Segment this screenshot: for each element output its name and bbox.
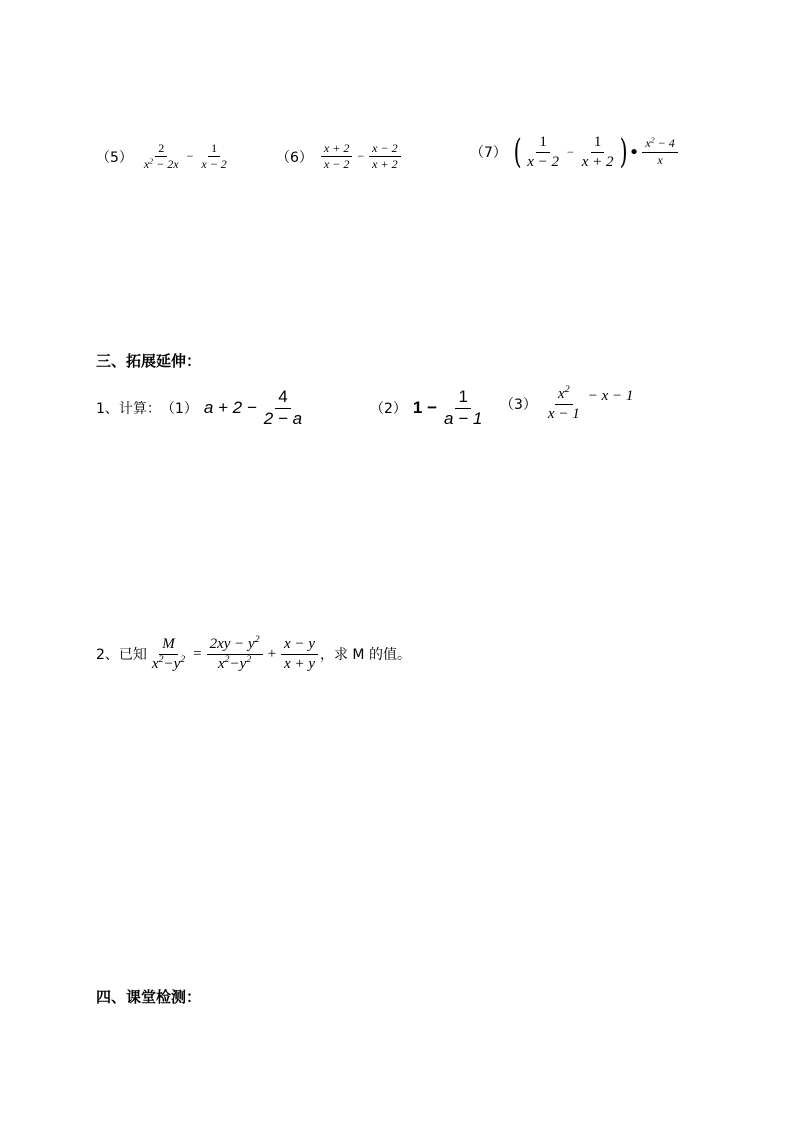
q1-part-3 bbox=[500, 386, 633, 422]
problem-6-label: （6） bbox=[276, 149, 313, 166]
problem-6-fraction-2: $\frac{x - 2}{x + 2}$ bbox=[369, 142, 400, 171]
problem-7 bbox=[470, 134, 680, 170]
problem-7-fraction-2: $\frac{1}{x + 2}$ bbox=[581, 134, 614, 170]
q1-part-3-label: （3） bbox=[500, 397, 537, 413]
q1-part-3-fraction: $\frac{x^2}{x - 1}$ bbox=[547, 384, 580, 422]
multiply-dot: • bbox=[628, 141, 640, 163]
section-4-heading: 四、课堂检测： bbox=[96, 988, 202, 1006]
q1-part-3-tail: − x − 1 bbox=[587, 387, 634, 404]
plus-sign: + bbox=[267, 645, 277, 662]
question-1 bbox=[96, 388, 307, 428]
problem-5-fraction-2: $\frac{1}{x - 2}$ bbox=[201, 141, 227, 172]
minus-sign: − bbox=[186, 149, 194, 164]
question-1-label: 1、计算： bbox=[96, 401, 161, 418]
q1-part-1-label: （1） bbox=[160, 401, 198, 418]
problem-5-fraction-1: $\frac{2}{x^2 - 2x}$ bbox=[143, 141, 179, 172]
problem-5-label: （5） bbox=[96, 149, 133, 166]
q2-rhs-fraction-1: $\frac{2xy - y^2}{x^2-y^2}$ bbox=[207, 636, 263, 672]
problem-7-label: （7） bbox=[470, 145, 507, 161]
left-paren: ( bbox=[513, 132, 522, 172]
q1-part-1-lead: a + 2 − bbox=[203, 398, 257, 418]
question-2-tail: ，求 M 的值。 bbox=[319, 647, 411, 663]
q1-part-1-fraction: $\frac{4}{2 - a}$ bbox=[263, 387, 303, 428]
equals-sign: = bbox=[193, 645, 202, 662]
question-2-label: 2、已知 bbox=[96, 647, 147, 663]
problem-5 bbox=[96, 142, 232, 171]
question-2 bbox=[96, 636, 411, 672]
problem-6-fraction-1: $\frac{x + 2}{x - 2}$ bbox=[321, 142, 352, 171]
problem-7-fraction-1: $\frac{1}{x - 2}$ bbox=[527, 134, 559, 170]
q1-part-2 bbox=[370, 388, 487, 428]
q1-part-2-fraction: $\frac{1}{a - 1}$ bbox=[444, 387, 483, 428]
q2-lhs-fraction: $\frac{M}{x^2-y^2}$ bbox=[151, 636, 186, 672]
problem-6 bbox=[276, 142, 403, 171]
q2-rhs-fraction-2: $\frac{x - y}{x + y}$ bbox=[281, 636, 318, 672]
right-paren: ) bbox=[619, 132, 628, 172]
problem-7-fraction-3: $\frac{x^2 - 4}{x}$ bbox=[642, 137, 677, 166]
q1-part-2-lead: 1 − bbox=[412, 398, 438, 418]
minus-sign: − bbox=[357, 149, 365, 164]
minus-sign: − bbox=[566, 144, 574, 159]
q1-part-2-label: （2） bbox=[370, 401, 407, 418]
section-3-heading: 三、拓展延伸： bbox=[96, 352, 202, 370]
